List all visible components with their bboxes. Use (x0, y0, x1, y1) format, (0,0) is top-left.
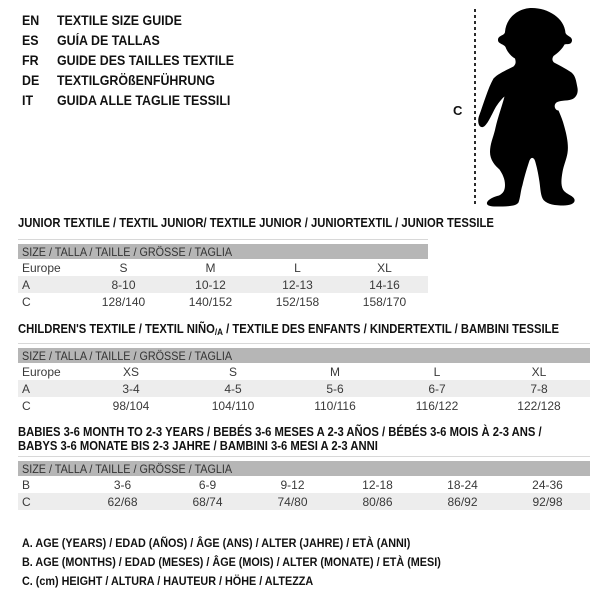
table-cell: 62/68 (107, 494, 138, 509)
table-title-text: JUNIOR TEXTILE / TEXTIL JUNIOR/ TEXTILE JUNIOR / JUNIORTEXTIL / JUNIOR TESSILE (18, 216, 494, 230)
table-cell: 158/170 (362, 294, 407, 309)
language-title: GUIDA ALLE TAGLIE TESSILI (56, 92, 231, 108)
table-cell: XL (377, 260, 392, 275)
size-header-band (18, 461, 590, 476)
table-cell: 3-4 (122, 381, 140, 396)
language-title: GUÍA DE TALLAS (56, 32, 160, 48)
language-code: DE (22, 72, 40, 88)
table-cell: 92/98 (532, 494, 563, 509)
table-cell: 128/140 (101, 294, 146, 309)
language-code: IT (22, 92, 34, 108)
table-cell: 3-6 (113, 477, 132, 492)
footnotes (22, 534, 487, 591)
table-cell: 122/128 (517, 398, 561, 413)
table-row (18, 293, 428, 310)
footnote-b (22, 553, 487, 572)
row-label: A (22, 277, 31, 292)
language-row (22, 30, 234, 50)
height-measure-label: C (453, 103, 463, 118)
table-cell: XL (531, 364, 547, 379)
junior-textile-table (18, 216, 494, 310)
table-row (18, 397, 590, 414)
footnote-text: B. AGE (MONTHS) / EDAD (MESES) / ÂGE (MOIS) / ALTER (MONATE) / ETÀ (MESI) (22, 555, 441, 569)
table-row (18, 380, 590, 397)
title-subscript: /A (214, 327, 223, 337)
table-cell: L (433, 364, 441, 379)
table-title-line1 (18, 425, 590, 439)
footnote-a (22, 534, 487, 553)
table-title (18, 216, 494, 230)
table-cell: 9-12 (280, 477, 305, 492)
row-label: B (22, 477, 31, 492)
table-title-text: BABIES 3-6 MONTH TO 2-3 YEARS / BEBÉS 3-6 MESES A 2-3 AÑOS / BÉBÉS 3-6 MOIS À 2-3 ANS / (18, 425, 542, 439)
size-header-label: SIZE / TALLA / TAILLE / GRÖSSE / TAGLIA (22, 244, 233, 259)
table-row (18, 476, 590, 493)
footnote-text: C. (cm) HEIGHT / ALTURA / HAUTEUR / HÖHE / ALTEZZA (22, 574, 314, 588)
language-row (22, 50, 234, 70)
footnote-text: A. AGE (YEARS) / EDAD (AÑOS) / ÂGE (ANS) / ALTER (JAHRE) / ETÀ (ANNI) (22, 536, 411, 550)
table-cell: 4-5 (224, 381, 242, 396)
table-cell: 152/158 (275, 294, 320, 309)
childrens-textile-table (18, 322, 590, 414)
table-cell: 8-10 (111, 277, 136, 292)
table-title-line2 (18, 439, 590, 453)
table-cell: 14-16 (369, 277, 400, 292)
language-title-list (22, 10, 253, 110)
table-cell: L (294, 260, 301, 275)
table-cell: 24-36 (532, 477, 563, 492)
divider-line (18, 239, 428, 240)
divider-line (18, 456, 590, 457)
table-row (18, 363, 590, 380)
table-cell: S (228, 364, 237, 379)
divider-line (18, 343, 590, 344)
table-title-text (18, 322, 559, 339)
table-cell: 5-6 (326, 381, 344, 396)
table-cell: M (205, 260, 216, 275)
size-header-label: SIZE / TALLA / TAILLE / GRÖSSE / TAGLIA (22, 461, 233, 476)
language-title: TEXTILGRÖßENFÜHRUNG (56, 72, 215, 88)
row-label: A (22, 381, 31, 396)
table-cell: M (330, 364, 340, 379)
language-code: FR (22, 52, 39, 68)
table-cell: 6-7 (428, 381, 446, 396)
table-cell: 74/80 (277, 494, 308, 509)
title-part: CHILDREN'S TEXTILE / TEXTIL NIÑO (18, 322, 215, 336)
language-code: ES (22, 32, 39, 48)
language-row (22, 90, 234, 110)
height-measure-dashed-line (474, 9, 476, 206)
row-label: C (22, 494, 31, 509)
babies-textile-table (18, 425, 590, 510)
language-title: TEXTILE SIZE GUIDE (56, 12, 182, 28)
table-cell: 68/74 (192, 494, 223, 509)
row-label: C (22, 294, 31, 309)
table-title-text: BABYS 3-6 MONATE BIS 2-3 JAHRE / BAMBINI 3-6 MESI A 2-3 ANNI (18, 439, 378, 453)
table-cell: 7-8 (530, 381, 548, 396)
table-cell: 104/110 (211, 398, 255, 413)
row-label: Europe (22, 260, 61, 275)
table-cell: XS (122, 364, 139, 379)
table-row (18, 493, 590, 510)
table-row (18, 259, 428, 276)
table-cell: 80/86 (362, 494, 393, 509)
size-header-band (18, 244, 428, 259)
size-header-band (18, 348, 590, 363)
language-row (22, 70, 234, 90)
table-cell: 12-13 (282, 277, 313, 292)
table-cell: 12-18 (362, 477, 393, 492)
row-label: C (22, 398, 31, 413)
title-part: / TEXTILE DES ENFANTS / KINDERTEXTIL / BAMBINI TESSILE (222, 322, 560, 336)
language-code: EN (22, 12, 40, 28)
table-cell: 98/104 (112, 398, 150, 413)
table-cell: S (119, 260, 128, 275)
footnote-c (22, 572, 487, 591)
table-cell: 86/92 (447, 494, 478, 509)
toddler-silhouette-icon (478, 6, 592, 208)
table-cell: 18-24 (447, 477, 478, 492)
table-cell: 10-12 (195, 277, 226, 292)
table-cell: 140/152 (188, 294, 233, 309)
table-cell: 6-9 (198, 477, 217, 492)
table-row (18, 276, 428, 293)
size-header-label: SIZE / TALLA / TAILLE / GRÖSSE / TAGLIA (22, 348, 233, 363)
language-title: GUIDE DES TAILLES TEXTILE (56, 52, 235, 68)
table-title (18, 322, 590, 336)
table-cell: 116/122 (415, 398, 459, 413)
language-row (22, 10, 234, 30)
row-label: Europe (22, 364, 61, 379)
table-cell: 110/116 (314, 398, 356, 413)
